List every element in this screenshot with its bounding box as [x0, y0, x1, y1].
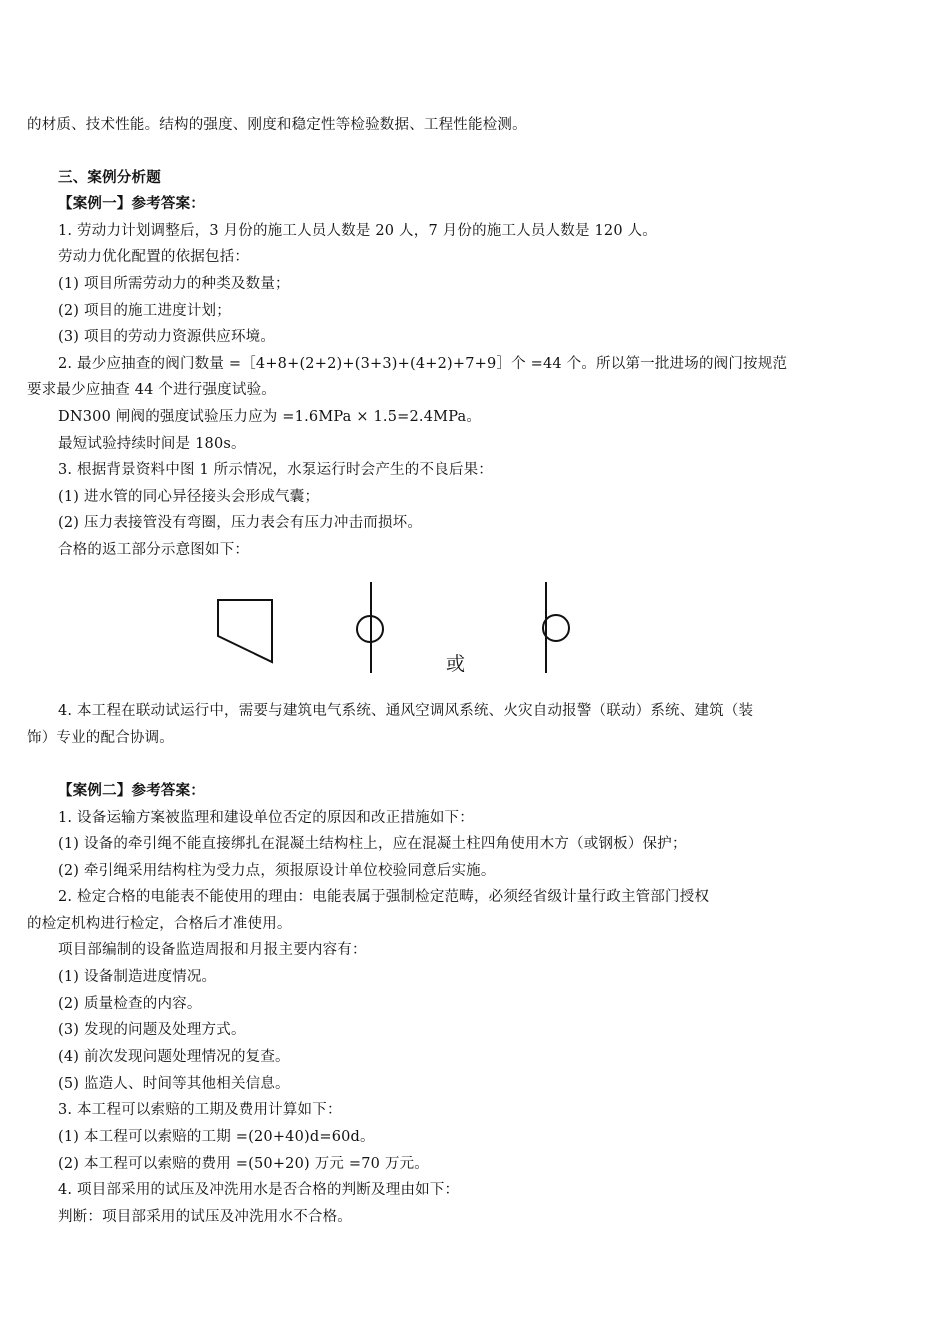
case-heading: 【案例一】参考答案：: [58, 195, 205, 212]
case-heading: 【案例二】参考答案：: [58, 782, 205, 799]
section-heading: 三、案例分析题: [58, 169, 161, 186]
text-line: (1) 设备的牵引绳不能直接绑扎在混凝土结构柱上，应在混凝土柱四角使用木方（或钢板）保护；: [58, 836, 687, 852]
text-line: (1) 项目所需劳动力的种类及数量；: [58, 276, 290, 292]
text-line: (5) 监造人、时间等其他相关信息。: [58, 1076, 290, 1092]
figure-or-label: 或: [446, 653, 466, 675]
text-line: (3) 项目的劳动力资源供应环境。: [58, 329, 276, 345]
text-line: 4. 项目部采用的试压及冲洗用水是否合格的判断及理由如下：: [58, 1182, 460, 1198]
text-line: DN300 闸阀的强度试验压力应为 =1.6MPa × 1.5=2.4MPa。: [58, 409, 482, 425]
text-line: (2) 牵引绳采用结构柱为受力点，须报原设计单位校验同意后实施。: [58, 863, 496, 879]
text-line: 劳动力优化配置的依据包括：: [58, 249, 250, 265]
rework-diagram: [200, 575, 600, 685]
text-line: (2) 本工程可以索赔的费用 =(50+20) 万元 =70 万元。: [58, 1156, 429, 1172]
text-line: 合格的返工部分示意图如下：: [58, 542, 250, 558]
text-line: (4) 前次发现问题处理情况的复查。: [58, 1049, 290, 1065]
text-line: (2) 项目的施工进度计划；: [58, 303, 231, 319]
text-line: (2) 质量检查的内容。: [58, 996, 202, 1012]
text-line: 1. 设备运输方案被监理和建设单位否定的原因和改正措施如下：: [58, 810, 474, 826]
text-line: 最短试验持续时间是 180s。: [58, 436, 246, 452]
reducer-symbol: [218, 600, 272, 662]
text-line: (2) 压力表接管没有弯圈，压力表会有压力冲击而损坏。: [58, 515, 423, 531]
text-line: 的材质、技术性能。结构的强度、刚度和稳定性等检验数据、工程性能检测。: [27, 117, 527, 133]
rework-diagram-svg: [200, 575, 600, 685]
text-line: 1. 劳动力计划调整后，3 月份的施工人员人数是 20 人，7 月份的施工人员人数是 120 人。: [58, 223, 657, 239]
text-line: (1) 进水管的同心异径接头会形成气囊；: [58, 489, 320, 505]
text-line: (3) 发现的问题及处理方式。: [58, 1022, 246, 1038]
text-line: (1) 设备制造进度情况。: [58, 969, 217, 985]
text-line: 2. 最少应抽查的阀门数量 =［4+8+(2+2)+(3+3)+(4+2)+7+9］个 =44 个。所以第一批进场的阀门按规范: [58, 356, 788, 372]
text-line: 4. 本工程在联动试运行中，需要与建筑电气系统、通风空调风系统、火灾自动报警（联动）系统、建筑（装: [58, 703, 754, 719]
text-line: 3. 根据背景资料中图 1 所示情况，水泵运行时会产生的不良后果：: [58, 462, 493, 478]
text-line: 判断：项目部采用的试压及冲洗用水不合格。: [58, 1209, 352, 1225]
text-line: 的检定机构进行检定，合格后才准使用。: [27, 916, 292, 932]
text-line: 2. 检定合格的电能表不能使用的理由：电能表属于强制检定范畴，必须经省级计量行政主管部门授权: [58, 889, 710, 905]
text-line: 要求最少应抽查 44 个进行强度试验。: [27, 382, 276, 398]
text-line: 饰）专业的配合协调。: [27, 730, 174, 746]
text-line: 3. 本工程可以索赔的工期及费用计算如下：: [58, 1102, 342, 1118]
text-line: (1) 本工程可以索赔的工期 =(20+40)d=60d。: [58, 1129, 375, 1145]
text-line: 项目部编制的设备监造周报和月报主要内容有：: [58, 942, 367, 958]
